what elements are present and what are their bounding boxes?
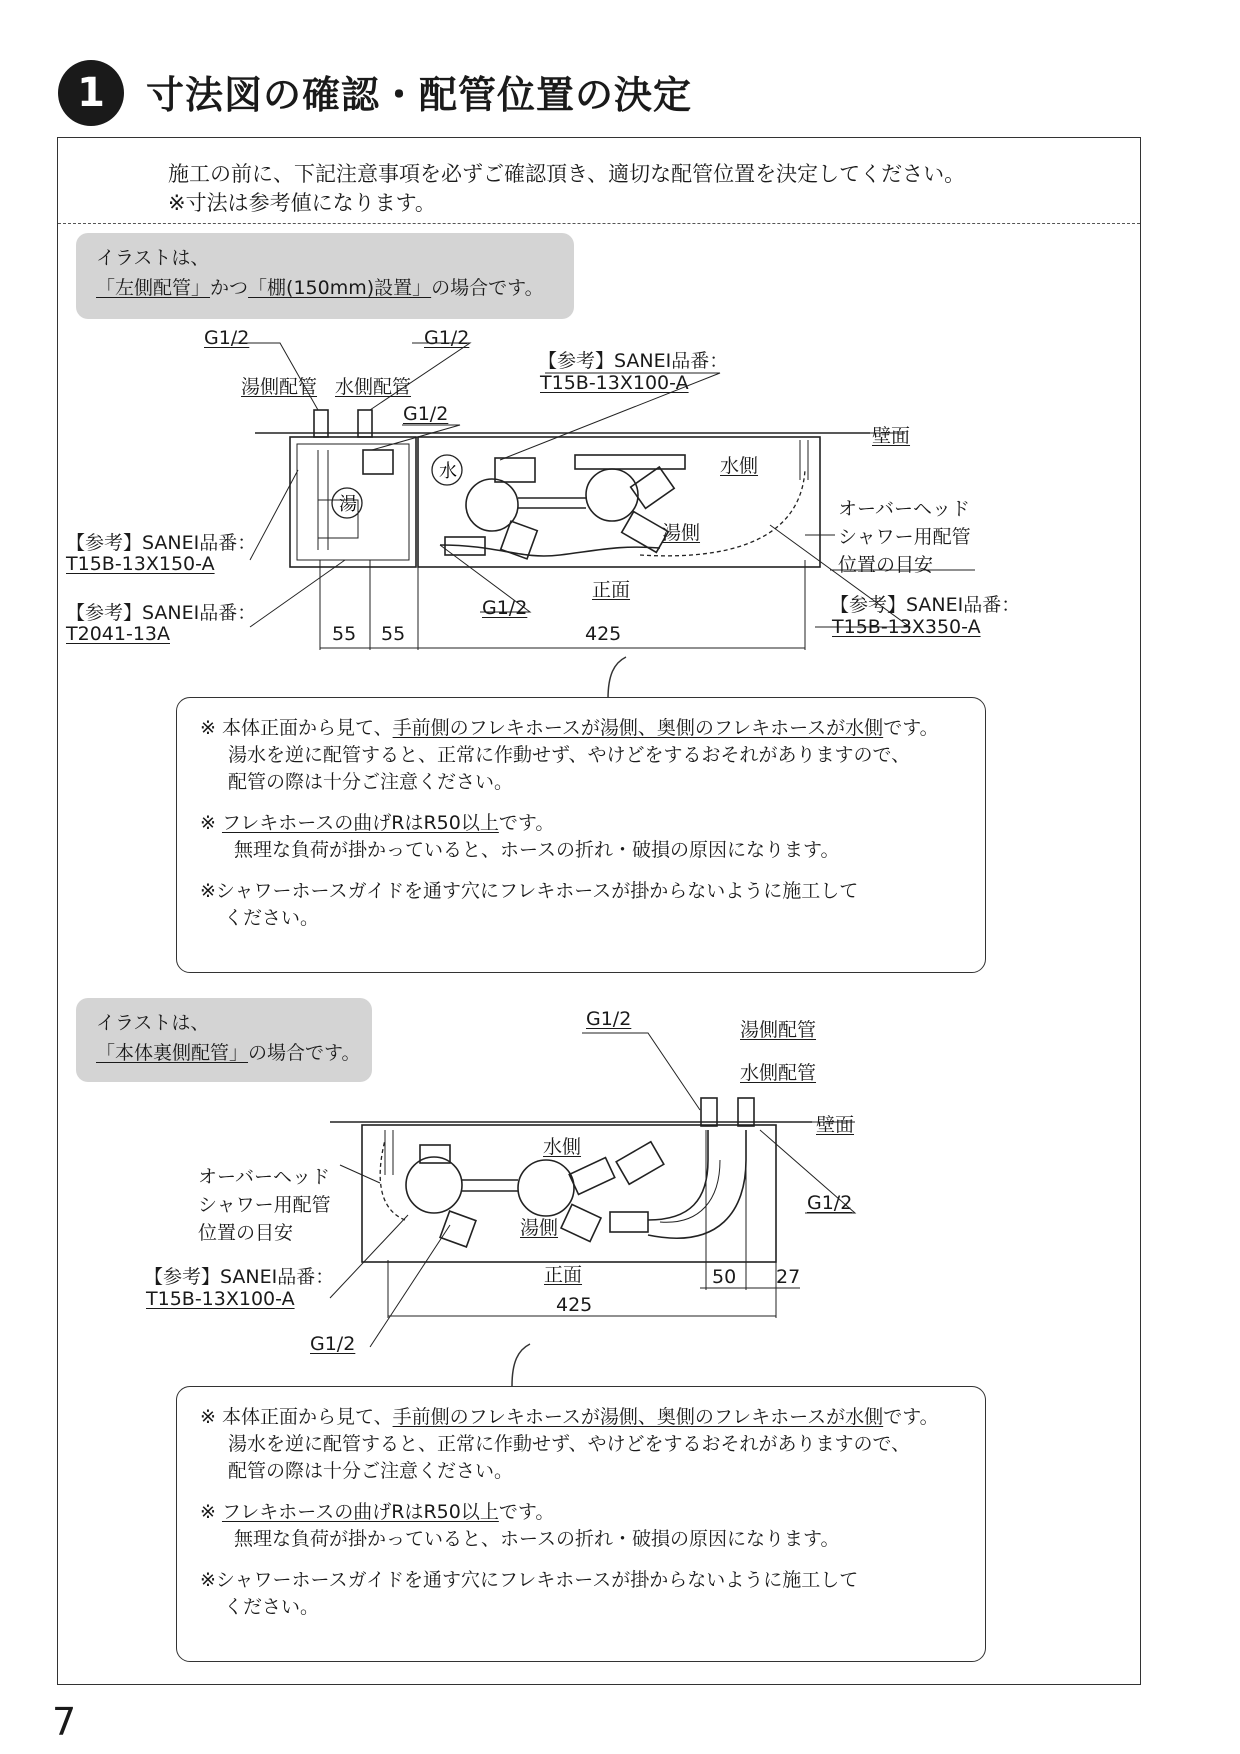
d2-wall-label: 壁面 — [816, 1114, 855, 1136]
d1-overhead-line2: シャワー用配管 — [838, 526, 971, 548]
step-number: 1 — [77, 70, 105, 116]
note1-l6: ※シャワーホースガイドを通す穴にフレキホースが掛からないように施工して — [200, 880, 859, 902]
d2-overhead-line2: シャワー用配管 — [198, 1194, 331, 1216]
page-title: 寸法図の確認・配管位置の決定 — [146, 73, 693, 117]
d2-hot-pipe-label: 湯側配管 — [740, 1019, 817, 1041]
d1-wall-label: 壁面 — [872, 425, 911, 447]
d2-dim-50: 50 — [712, 1266, 737, 1288]
d1-g12-cold: G1/2 — [424, 327, 470, 349]
note2-text — [200, 1404, 939, 1621]
note1-l2: 湯水を逆に配管すると、正常に作動せず、やけどをするおそれがありますので、 — [228, 744, 911, 766]
circle-label-water: 水 — [439, 461, 457, 482]
note1-l7: ください。 — [224, 907, 320, 929]
intro-text — [168, 160, 965, 218]
circle-label-hot: 湯 — [339, 494, 357, 515]
dashed-divider — [58, 223, 1140, 224]
d2-water-side-label: 水側 — [543, 1136, 582, 1158]
note1-text — [200, 715, 939, 932]
note2-l7: ください。 — [224, 1596, 320, 1618]
d2-g12-bottom: G1/2 — [310, 1333, 356, 1355]
d1-g12-hot: G1/2 — [204, 327, 250, 349]
note2-l1c: です。 — [883, 1406, 939, 1428]
note2-l6: ※シャワーホースガイドを通す穴にフレキホースが掛からないように施工して — [200, 1569, 859, 1591]
d1-overhead-line3: 位置の目安 — [838, 554, 934, 576]
note1-l4c: です。 — [498, 812, 555, 834]
note1-l5: 無理な負荷が掛かっていると、ホースの折れ・破損の原因になります。 — [234, 839, 840, 861]
d1-overhead-label — [838, 495, 971, 579]
note2-l5: 無理な負荷が掛かっていると、ホースの折れ・破損の原因になります。 — [234, 1528, 840, 1550]
diagram2-caption-line1: イラストは、 — [96, 1012, 210, 1034]
d1-dim-425: 425 — [585, 623, 622, 645]
note1-l3: 配管の際は十分ご注意ください。 — [228, 771, 514, 793]
d1-hot-pipe-label: 湯側配管 — [241, 376, 318, 398]
d2-overhead-label — [198, 1163, 331, 1247]
note2-l4c: です。 — [498, 1501, 555, 1523]
d2-ref: 【参考】SANEI品番： — [144, 1266, 335, 1288]
d2-dim-425: 425 — [556, 1294, 593, 1316]
d2-g12-top: G1/2 — [586, 1008, 632, 1030]
note1-pointer — [600, 655, 640, 699]
diagram1-caption-and: かつ — [210, 277, 249, 299]
d1-ref-top: 【参考】SANEI品番： — [538, 350, 729, 372]
d2-hot-side-label: 湯側 — [520, 1217, 559, 1239]
d1-ref-top-code: T15B-13X100-A — [540, 372, 689, 394]
diagram1-caption — [76, 233, 574, 319]
step-number-badge — [58, 60, 124, 126]
d2-overhead-line3: 位置の目安 — [198, 1222, 294, 1244]
d1-cold-pipe-label: 水側配管 — [335, 376, 412, 398]
d1-ref-left2-code: T2041-13A — [66, 623, 170, 645]
d2-overhead-line1: オーバーヘッド — [198, 1166, 331, 1188]
d1-g12-bottom: G1/2 — [482, 597, 528, 619]
d1-hot-side-label: 湯側 — [662, 522, 701, 544]
d1-ref-left2: 【参考】SANEI品番： — [66, 602, 257, 624]
note2-l1a: ※ 本体正面から見て、 — [200, 1406, 393, 1428]
note1-l1c: です。 — [883, 717, 939, 739]
diagram2-drawing — [0, 1010, 1240, 1370]
d1-ref-right: 【参考】SANEI品番： — [830, 594, 1021, 616]
d2-g12-right: G1/2 — [807, 1192, 853, 1214]
d1-ref-left-code: T15B-13X150-A — [66, 553, 215, 575]
note2-l4a: ※ — [200, 1501, 222, 1523]
note2-l2: 湯水を逆に配管すると、正常に作動せず、やけどをするおそれがありますので、 — [228, 1433, 911, 1455]
note2-l4b: フレキホースの曲げRはR50以上 — [221, 1501, 499, 1523]
note1-l4a: ※ — [200, 812, 222, 834]
note1-l4b: フレキホースの曲げRはR50以上 — [221, 812, 499, 834]
d2-ref-code: T15B-13X100-A — [146, 1288, 295, 1310]
diagram1-caption-left-piping: 「左側配管」 — [96, 277, 211, 299]
diagram2-caption-case: の場合です。 — [248, 1042, 361, 1064]
note2-l3: 配管の際は十分ご注意ください。 — [228, 1460, 514, 1482]
diagram1-caption-shelf: 「棚(150mm)設置」 — [248, 277, 432, 299]
d1-water-side-label: 水側 — [720, 455, 759, 477]
diagram2-caption-back: 「本体裏側配管」 — [96, 1042, 249, 1064]
d1-overhead-line1: オーバーヘッド — [838, 498, 971, 520]
d1-ref-left: 【参考】SANEI品番： — [66, 532, 257, 554]
d1-dim-55a: 55 — [332, 623, 357, 645]
diagram1-caption-case: の場合です。 — [431, 277, 544, 299]
d2-cold-pipe-label: 水側配管 — [740, 1062, 817, 1084]
note2-pointer — [504, 1342, 544, 1386]
intro-line-2: ※寸法は参考値になります。 — [168, 191, 436, 215]
d2-dim-27: 27 — [776, 1266, 801, 1288]
d1-front-label: 正面 — [592, 579, 631, 601]
note1-l1a: ※ 本体正面から見て、 — [200, 717, 393, 739]
note1-l1b: 手前側のフレキホースが湯側、奥側のフレキホースが水側 — [392, 717, 884, 739]
d2-front-label: 正面 — [544, 1264, 583, 1286]
d1-g12-fitting: G1/2 — [403, 403, 449, 425]
diagram1-caption-line1: イラストは、 — [96, 247, 210, 269]
note2-l1b: 手前側のフレキホースが湯側、奥側のフレキホースが水側 — [392, 1406, 884, 1428]
d1-dim-55b: 55 — [381, 623, 406, 645]
d1-ref-right-code: T15B-13X350-A — [832, 616, 981, 638]
intro-line-1: 施工の前に、下記注意事項を必ずご確認頂き、適切な配管位置を決定してください。 — [168, 162, 966, 186]
page-number: 7 — [52, 1700, 77, 1744]
